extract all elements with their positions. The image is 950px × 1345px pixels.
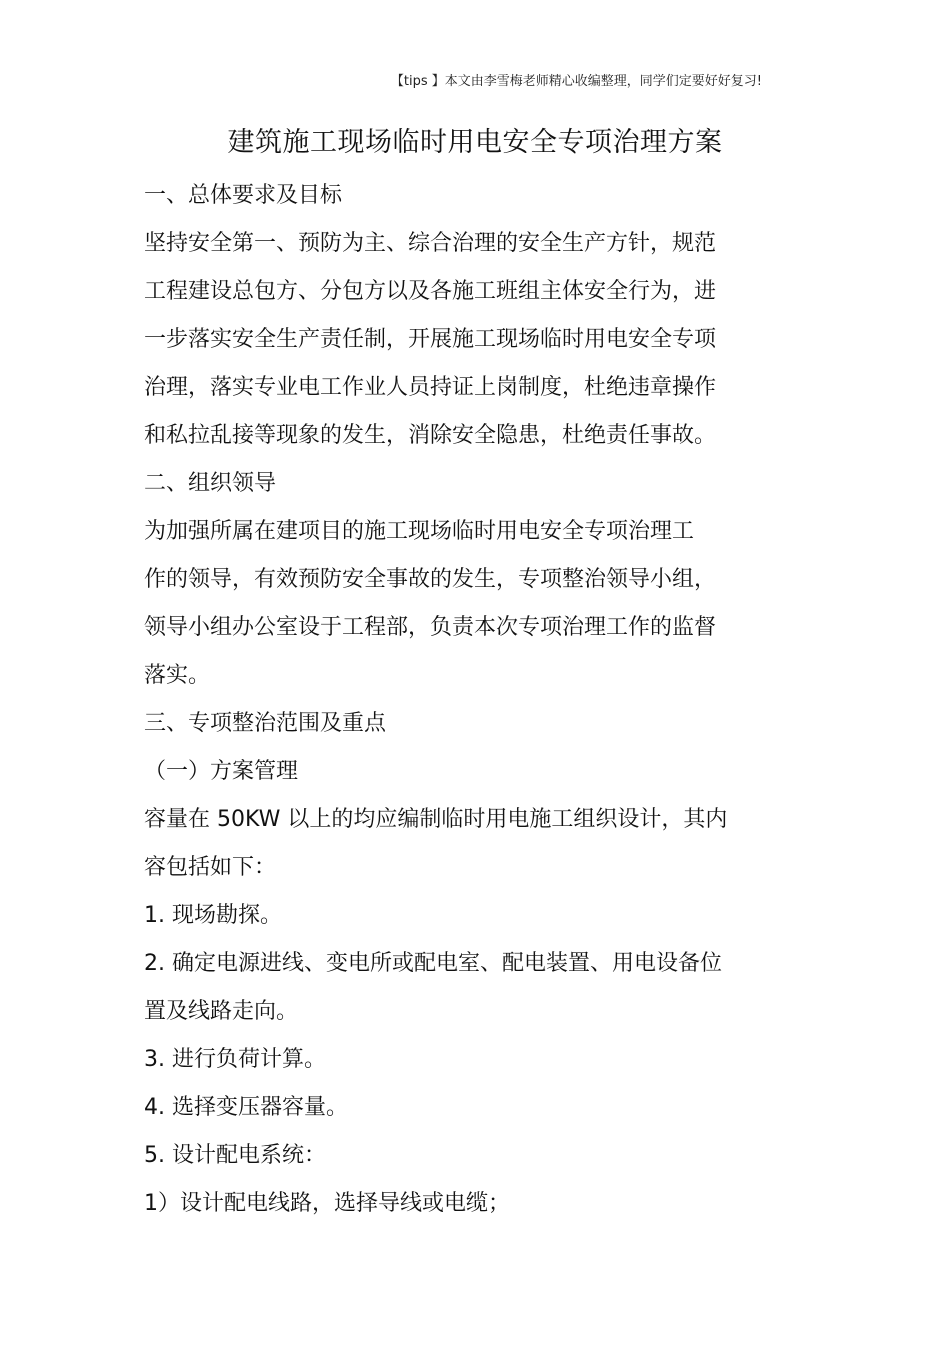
list-item-continuation: 置及线路走向。 xyxy=(144,999,299,1024)
paragraph-line: 工程建设总包方、分包方以及各施工班组主体安全行为，进 xyxy=(144,279,717,304)
paragraph-line: 和私拉乱接等现象的发生，消除安全隐患，杜绝责任事故。 xyxy=(144,423,717,448)
section-heading-2: 二、组织领导 xyxy=(144,471,277,496)
list-item: 3. 进行负荷计算。 xyxy=(144,1047,326,1072)
subsection-heading: （一）方案管理 xyxy=(144,759,299,784)
list-item: 1. 现场勘探。 xyxy=(144,903,282,928)
list-item: 2. 确定电源进线、变电所或配电室、配电装置、用电设备位 xyxy=(144,951,722,976)
document-title: 建筑施工现场临时用电安全专项治理方案 xyxy=(227,127,723,158)
paragraph-line: 坚持安全第一、预防为主、综合治理的安全生产方针，规范 xyxy=(144,231,717,256)
tips-header: 【tips 】本文由李雪梅老师精心收编整理，同学们定要好好复习! xyxy=(390,74,762,89)
list-item: 4. 选择变压器容量。 xyxy=(144,1095,348,1120)
paragraph-line: 治理，落实专业电工作业人员持证上岗制度，杜绝违章操作 xyxy=(144,375,717,400)
list-item: 5. 设计配电系统： xyxy=(144,1143,326,1168)
paragraph-line: 为加强所属在建项目的施工现场临时用电安全专项治理工 xyxy=(144,519,695,544)
paragraph-line: 领导小组办公室设于工程部，负责本次专项治理工作的监督 xyxy=(144,615,717,640)
paragraph-line: 落实。 xyxy=(144,663,211,688)
document-body xyxy=(144,172,784,1228)
paragraph-line: 一步落实安全生产责任制，开展施工现场临时用电安全专项 xyxy=(144,327,717,352)
section-heading-1: 一、总体要求及目标 xyxy=(144,183,343,208)
section-heading-3: 三、专项整治范围及重点 xyxy=(144,711,387,736)
sub-list-item: 1）设计配电线路，选择导线或电缆； xyxy=(144,1191,510,1216)
paragraph-line: 容包括如下： xyxy=(144,855,277,880)
paragraph-line: 容量在 50KW 以上的均应编制临时用电施工组织设计，其内 xyxy=(144,807,728,832)
paragraph-line: 作的领导，有效预防安全事故的发生，专项整治领导小组， xyxy=(144,567,717,592)
